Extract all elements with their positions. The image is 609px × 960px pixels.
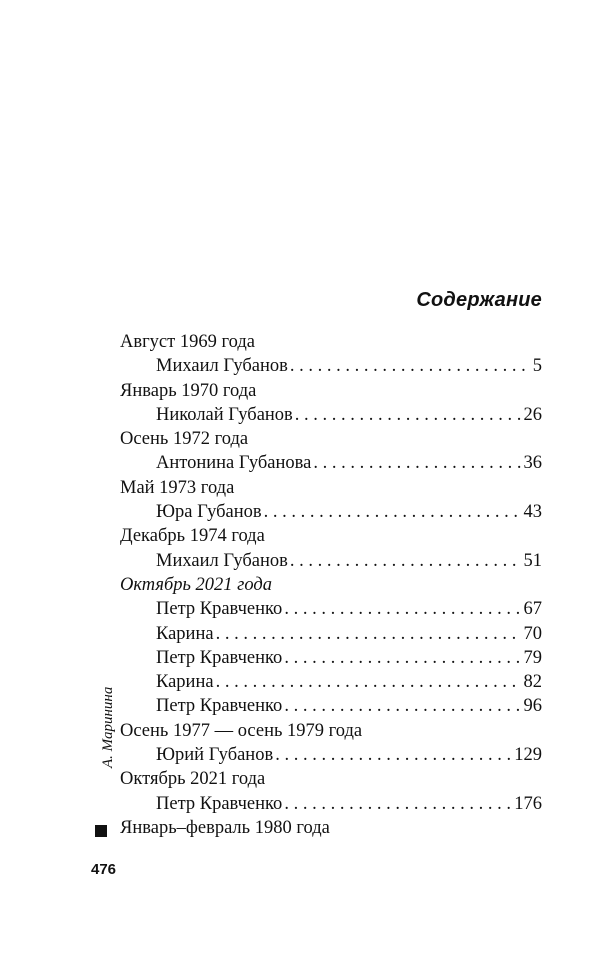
toc-dot-leader bbox=[275, 743, 512, 767]
toc-entry[interactable] bbox=[120, 646, 542, 670]
toc-entry-title: Карина bbox=[156, 672, 214, 693]
toc-entry[interactable] bbox=[120, 597, 542, 621]
toc-entry-page: 51 bbox=[523, 550, 542, 571]
page-number: 476 bbox=[91, 861, 117, 878]
toc-section-heading: Осень 1977 — осень 1979 года bbox=[120, 720, 363, 741]
toc-dot-leader bbox=[290, 549, 522, 573]
running-head-author: А. Маринина bbox=[100, 686, 116, 768]
toc-entry-title: Петр Кравченко bbox=[156, 599, 283, 620]
toc-entry-page: 79 bbox=[523, 647, 542, 668]
toc-entry-page: 129 bbox=[514, 745, 542, 766]
toc-entry-title: Михаил Губанов bbox=[156, 550, 288, 571]
toc-entry-page: 26 bbox=[523, 404, 542, 425]
toc-dot-leader bbox=[264, 500, 522, 524]
toc-section-heading: Январь–февраль 1980 года bbox=[120, 817, 330, 838]
toc-entry-page: 96 bbox=[523, 696, 542, 717]
toc-entry[interactable] bbox=[120, 743, 542, 767]
toc-entry-title: Михаил Губанов bbox=[156, 356, 288, 377]
toc-entry-page: 36 bbox=[523, 453, 542, 474]
toc-entry[interactable] bbox=[120, 694, 542, 718]
toc-entry-page: 70 bbox=[523, 623, 542, 644]
toc-dot-leader bbox=[290, 354, 531, 378]
toc-dot-leader bbox=[284, 646, 521, 670]
toc-entry[interactable] bbox=[120, 549, 542, 573]
toc-section-heading: Январь 1970 года bbox=[120, 380, 257, 401]
toc-entry-title: Петр Кравченко bbox=[156, 696, 283, 717]
toc-dot-leader bbox=[284, 792, 512, 816]
toc-entry-title: Юрий Губанов bbox=[156, 745, 274, 766]
toc-entry-page: 43 bbox=[523, 502, 542, 523]
toc-dot-leader bbox=[313, 451, 521, 475]
toc-dot-leader bbox=[284, 694, 521, 718]
toc-entry-page: 5 bbox=[532, 356, 542, 377]
toc-entry-page: 176 bbox=[514, 793, 542, 814]
toc-entry[interactable] bbox=[120, 403, 542, 427]
toc-entry[interactable] bbox=[120, 670, 542, 694]
toc-entry-title: Николай Губанов bbox=[156, 404, 293, 425]
toc-entry-title: Петр Кравченко bbox=[156, 647, 283, 668]
toc-dot-leader bbox=[216, 622, 522, 646]
toc-entry[interactable] bbox=[120, 792, 542, 816]
toc-dot-leader bbox=[295, 403, 522, 427]
toc-section-heading: Август 1969 года bbox=[120, 332, 255, 352]
toc-heading: Содержание bbox=[416, 289, 542, 311]
toc-section-heading: Май 1973 года bbox=[120, 477, 235, 498]
toc-section-heading: Октябрь 2021 года bbox=[120, 574, 273, 595]
toc-entry[interactable] bbox=[120, 500, 542, 524]
toc-section-heading: Октябрь 2021 года bbox=[120, 769, 266, 790]
toc-dot-leader bbox=[216, 670, 522, 694]
toc-entry-page: 67 bbox=[523, 599, 542, 620]
toc-dot-leader bbox=[284, 597, 521, 621]
toc-entry[interactable] bbox=[120, 451, 542, 475]
toc-entry-page: 82 bbox=[523, 672, 542, 693]
toc-entry[interactable] bbox=[120, 622, 542, 646]
section-marker-square bbox=[95, 825, 107, 837]
toc-section-heading: Осень 1972 года bbox=[120, 429, 249, 450]
toc-entry[interactable] bbox=[120, 354, 542, 378]
table-of-contents bbox=[120, 330, 542, 840]
toc-entry-title: Антонина Губанова bbox=[156, 453, 312, 474]
toc-entry-title: Карина bbox=[156, 623, 214, 644]
toc-entry-title: Юра Губанов bbox=[156, 502, 262, 523]
toc-entry-title: Петр Кравченко bbox=[156, 793, 283, 814]
toc-section-heading: Декабрь 1974 года bbox=[120, 526, 265, 547]
